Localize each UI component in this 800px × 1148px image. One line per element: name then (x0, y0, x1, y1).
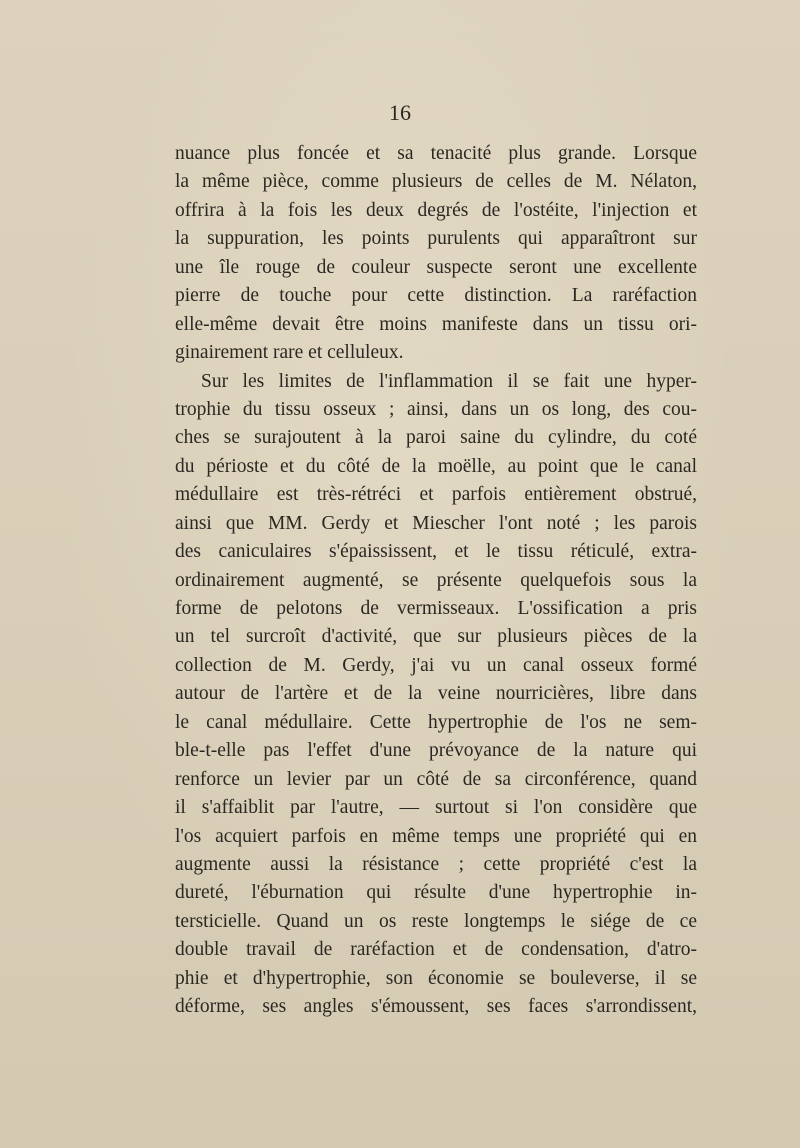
body-text (175, 140, 697, 1022)
page-number: 16 (389, 100, 411, 125)
text-line: du périoste et du côté de la moëlle, au point que le canal (175, 455, 697, 477)
text-line: autour de l'artère et de la veine nourricières, libre dans (175, 683, 697, 705)
text-line: phie et d'hypertrophie, son économie se bouleverse, il se (175, 967, 697, 989)
text-line: tersticielle. Quand un os reste longtemps le siége de ce (175, 910, 697, 932)
text-line: un tel surcroît d'activité, que sur plusieurs pièces de la (175, 626, 697, 648)
text-line: double travail de raréfaction et de condensation, d'atro- (175, 939, 697, 961)
text-line: ainsi que MM. Gerdy et Miescher l'ont noté ; les parois (175, 512, 697, 534)
text-line: ginairement rare et celluleux. (175, 342, 404, 364)
text-line: l'os acquiert parfois en même temps une propriété qui en (175, 825, 697, 847)
text-line: la même pièce, comme plusieurs de celles de M. Nélaton, (175, 171, 697, 193)
text-line: pierre de touche pour cette distinction. La raréfaction (175, 285, 697, 307)
text-line: collection de M. Gerdy, j'ai vu un canal osseux formé (175, 654, 697, 676)
text-line: la suppuration, les points purulents qui apparaîtront sur (175, 228, 697, 250)
text-line: déforme, ses angles s'émoussent, ses faces s'arrondissent, (175, 996, 697, 1018)
text-line: médullaire est très-rétréci et parfois entièrement obstrué, (175, 484, 697, 506)
text-line: des caniculaires s'épaississent, et le tissu réticulé, extra- (175, 541, 697, 563)
text-line: elle-même devait être moins manifeste dans un tissu ori- (175, 313, 697, 335)
text-line: augmente aussi la résistance ; cette propriété c'est la (175, 853, 697, 875)
text-line: trophie du tissu osseux ; ainsi, dans un os long, des cou- (175, 398, 697, 420)
text-line: dureté, l'éburnation qui résulte d'une hypertrophie in- (175, 882, 697, 904)
text-line: nuance plus foncée et sa tenacité plus grande. Lorsque (175, 143, 697, 164)
text-line: forme de pelotons de vermisseaux. L'ossification a pris (175, 598, 697, 619)
text-line: ordinairement augmenté, se présente quelquefois sous la (175, 569, 697, 591)
text-line: il s'affaiblit par l'autre, — surtout si l'on considère que (175, 797, 697, 819)
text-line: le canal médullaire. Cette hypertrophie de l'os ne sem- (175, 711, 697, 733)
text-line: ches se surajoutent à la paroi saine du cylindre, du coté (175, 427, 697, 449)
text-line: offrira à la fois les deux degrés de l'ostéite, l'injection et (175, 199, 697, 221)
text-line: ble-t-elle pas l'effet d'une prévoyance de la nature qui (175, 740, 697, 762)
text-line: une île rouge de couleur suspecte seront une excellente (175, 256, 697, 278)
text-line: renforce un levier par un côté de sa circonférence, quand (175, 768, 697, 790)
text-line: Sur les limites de l'inflammation il se fait une hyper- (201, 370, 697, 392)
